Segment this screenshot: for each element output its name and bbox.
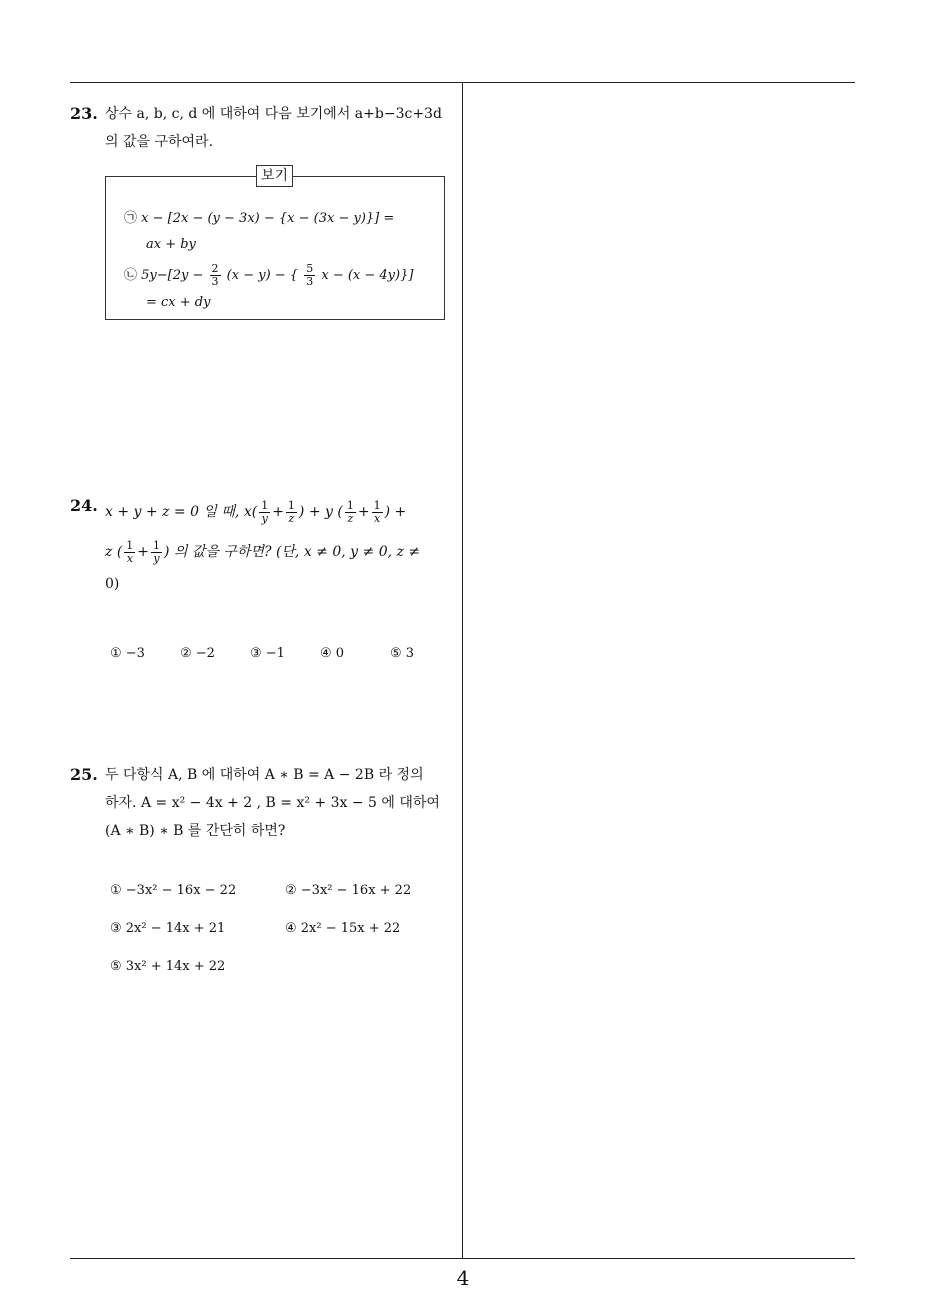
question-line: 의 값을 구하여라. bbox=[105, 134, 214, 150]
page-number: 4 bbox=[456, 1266, 470, 1290]
question-text bbox=[105, 492, 456, 596]
choice-2[interactable]: ② −3x² − 16x + 22 bbox=[285, 883, 412, 898]
choice-3[interactable]: ③ 2x² − 14x + 21 bbox=[110, 921, 226, 936]
question-line: (A ∗ B) ∗ B 를 간단히 하면? bbox=[105, 823, 286, 839]
item-expression: x − [2x − (y − 3x) − {x − (3x − y)}] = bbox=[141, 211, 395, 226]
question-number: 23. bbox=[70, 104, 98, 123]
item-expression-part: x − (x − 4y)}] bbox=[321, 268, 414, 283]
choice-1[interactable]: ① −3 bbox=[110, 646, 145, 661]
question-line: x + y + z = 0 일 때, x( $\frac{1}{y}$ + $\frac{1}{z}$ ) + y ( $\frac{1}{z}$ + $\frac{1}{x}$ ) + bbox=[105, 498, 407, 525]
choice-4[interactable]: ④ 2x² − 15x + 22 bbox=[285, 921, 401, 936]
item-expression-part: (x − y) − { bbox=[226, 268, 299, 283]
question-25 bbox=[70, 761, 456, 974]
choice-5[interactable]: ⑤ 3x² + 14x + 22 bbox=[110, 959, 226, 974]
question-line: 하자. A = x² − 4x + 2 , B = x² + 3x − 5 에 대하여 bbox=[105, 795, 440, 811]
choice-2[interactable]: ② −2 bbox=[180, 646, 215, 661]
question-text bbox=[105, 761, 456, 845]
item-expression-part: 5y−[2y − bbox=[141, 268, 204, 283]
item-marker: ㉡ bbox=[124, 268, 138, 283]
question-text bbox=[105, 100, 456, 156]
item-marker: ㉠ bbox=[124, 211, 138, 226]
example-item-2-continued: = cx + dy bbox=[146, 295, 211, 310]
question-line: 두 다항식 A, B 에 대하여 A ∗ B = A − 2B 라 정의 bbox=[105, 767, 424, 783]
fraction: $\frac{1}{x}$ bbox=[373, 498, 381, 525]
example-item-1-continued: ax + by bbox=[146, 237, 196, 252]
question-line: 상수 a, b, c, d 에 대하여 다음 보기에서 a+b−3c+3d bbox=[105, 106, 442, 122]
choice-5[interactable]: ⑤ 3 bbox=[390, 646, 415, 661]
fraction: $\frac{5}{3}$ bbox=[306, 262, 314, 288]
question-line: 0) bbox=[105, 576, 120, 592]
fraction: $\frac{1}{z}$ bbox=[287, 498, 295, 525]
choice-1[interactable]: ① −3x² − 16x − 22 bbox=[110, 883, 237, 898]
question-23 bbox=[70, 100, 456, 310]
example-box bbox=[105, 168, 445, 320]
question-line: z ( $\frac{1}{x}$ + $\frac{1}{y}$ ) 의 값을 구하면? (단, x ≠ 0, y ≠ 0, z ≠ bbox=[105, 538, 421, 565]
fraction: $\frac{2}{3}$ bbox=[211, 262, 219, 288]
bottom-rule bbox=[70, 1258, 855, 1259]
example-item-1 bbox=[124, 209, 394, 229]
fraction: $\frac{1}{x}$ bbox=[126, 538, 134, 565]
question-number: 24. bbox=[70, 496, 98, 515]
fraction: $\frac{1}{z}$ bbox=[346, 498, 354, 525]
question-24 bbox=[70, 492, 456, 661]
choice-3[interactable]: ③ −1 bbox=[250, 646, 285, 661]
question-number: 25. bbox=[70, 765, 98, 784]
fraction: $\frac{1}{y}$ bbox=[153, 538, 161, 565]
example-item-2 bbox=[124, 263, 413, 288]
column-divider bbox=[462, 82, 463, 1258]
example-box-title: 보기 bbox=[256, 165, 293, 187]
fraction: $\frac{1}{y}$ bbox=[261, 498, 269, 525]
choice-4[interactable]: ④ 0 bbox=[320, 646, 345, 661]
